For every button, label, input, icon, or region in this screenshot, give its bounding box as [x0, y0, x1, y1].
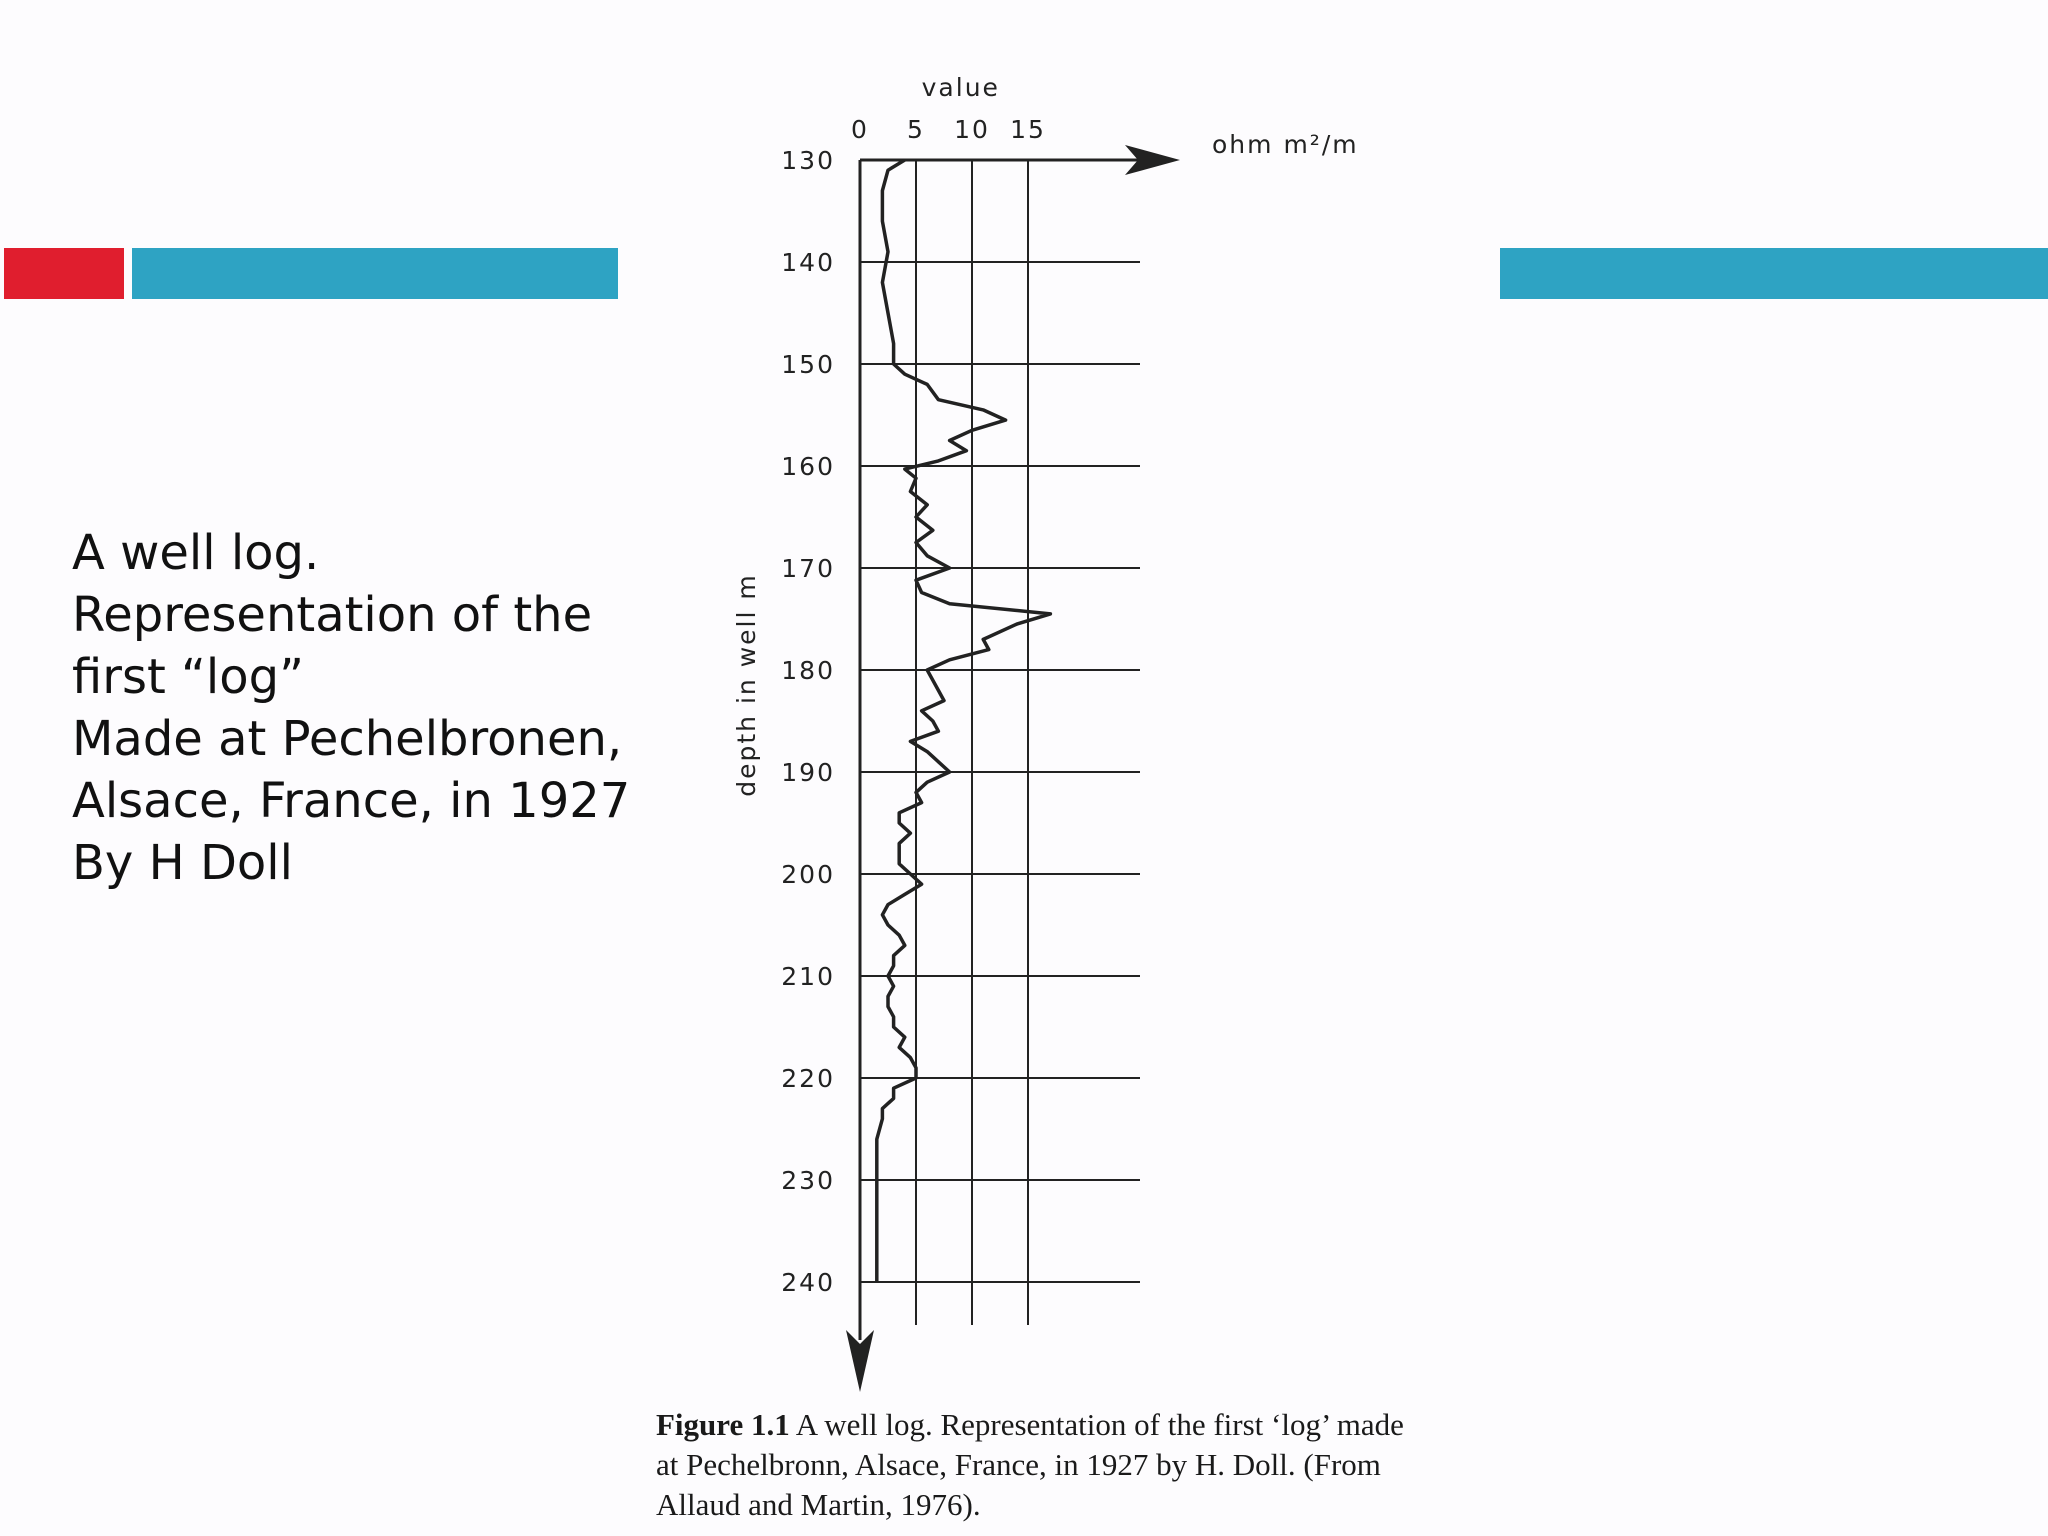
- caption-line-1-text: A well log. Representation of the first ‘log’ made: [789, 1407, 1404, 1442]
- figure-number: Figure 1.1: [656, 1407, 790, 1442]
- slide-line: Representation of the: [72, 587, 593, 643]
- series-layer: [877, 160, 1051, 1282]
- x-tick-label: 15: [1010, 115, 1046, 144]
- figure-caption: [656, 1405, 1486, 1525]
- y-tick-label: 140: [781, 248, 835, 277]
- y-tick-label: 230: [781, 1166, 835, 1195]
- y-tick-label: 130: [781, 146, 835, 175]
- label-layer: [732, 73, 1359, 1297]
- y-tick-label: 220: [781, 1064, 835, 1093]
- y-tick-label: 200: [781, 860, 835, 889]
- caption-line-3: Allaud and Martin, 1976).: [656, 1487, 981, 1522]
- series-line-resistivity: [877, 160, 1051, 1282]
- y-tick-label: 190: [781, 758, 835, 787]
- caption-line-2: at Pechelbronn, Alsace, France, in 1927 by H. Doll. (From: [656, 1447, 1381, 1482]
- x-axis-title: value: [921, 73, 1000, 102]
- x-tick-label: 0: [851, 115, 869, 144]
- slide-line: By H Doll: [72, 835, 293, 891]
- slide-line: Alsace, France, in 1927: [72, 773, 631, 829]
- axis-layer: [846, 145, 1180, 1392]
- slide-line: A well log.: [72, 525, 320, 581]
- unit-label: ohm m²/m: [1212, 130, 1359, 159]
- y-tick-label: 210: [781, 962, 835, 991]
- y-tick-label: 180: [781, 656, 835, 685]
- x-tick-label: 10: [954, 115, 990, 144]
- y-axis-title: depth in well m: [732, 573, 761, 797]
- y-tick-label: 150: [781, 350, 835, 379]
- grid-layer: [860, 160, 1140, 1325]
- slide-line: first “log”: [72, 649, 304, 705]
- caption-line-1: [656, 1405, 1486, 1445]
- y-tick-label: 170: [781, 554, 835, 583]
- slide-line: Made at Pechelbronen,: [72, 711, 623, 767]
- y-tick-label: 240: [781, 1268, 835, 1297]
- x-tick-label: 5: [907, 115, 925, 144]
- y-tick-label: 160: [781, 452, 835, 481]
